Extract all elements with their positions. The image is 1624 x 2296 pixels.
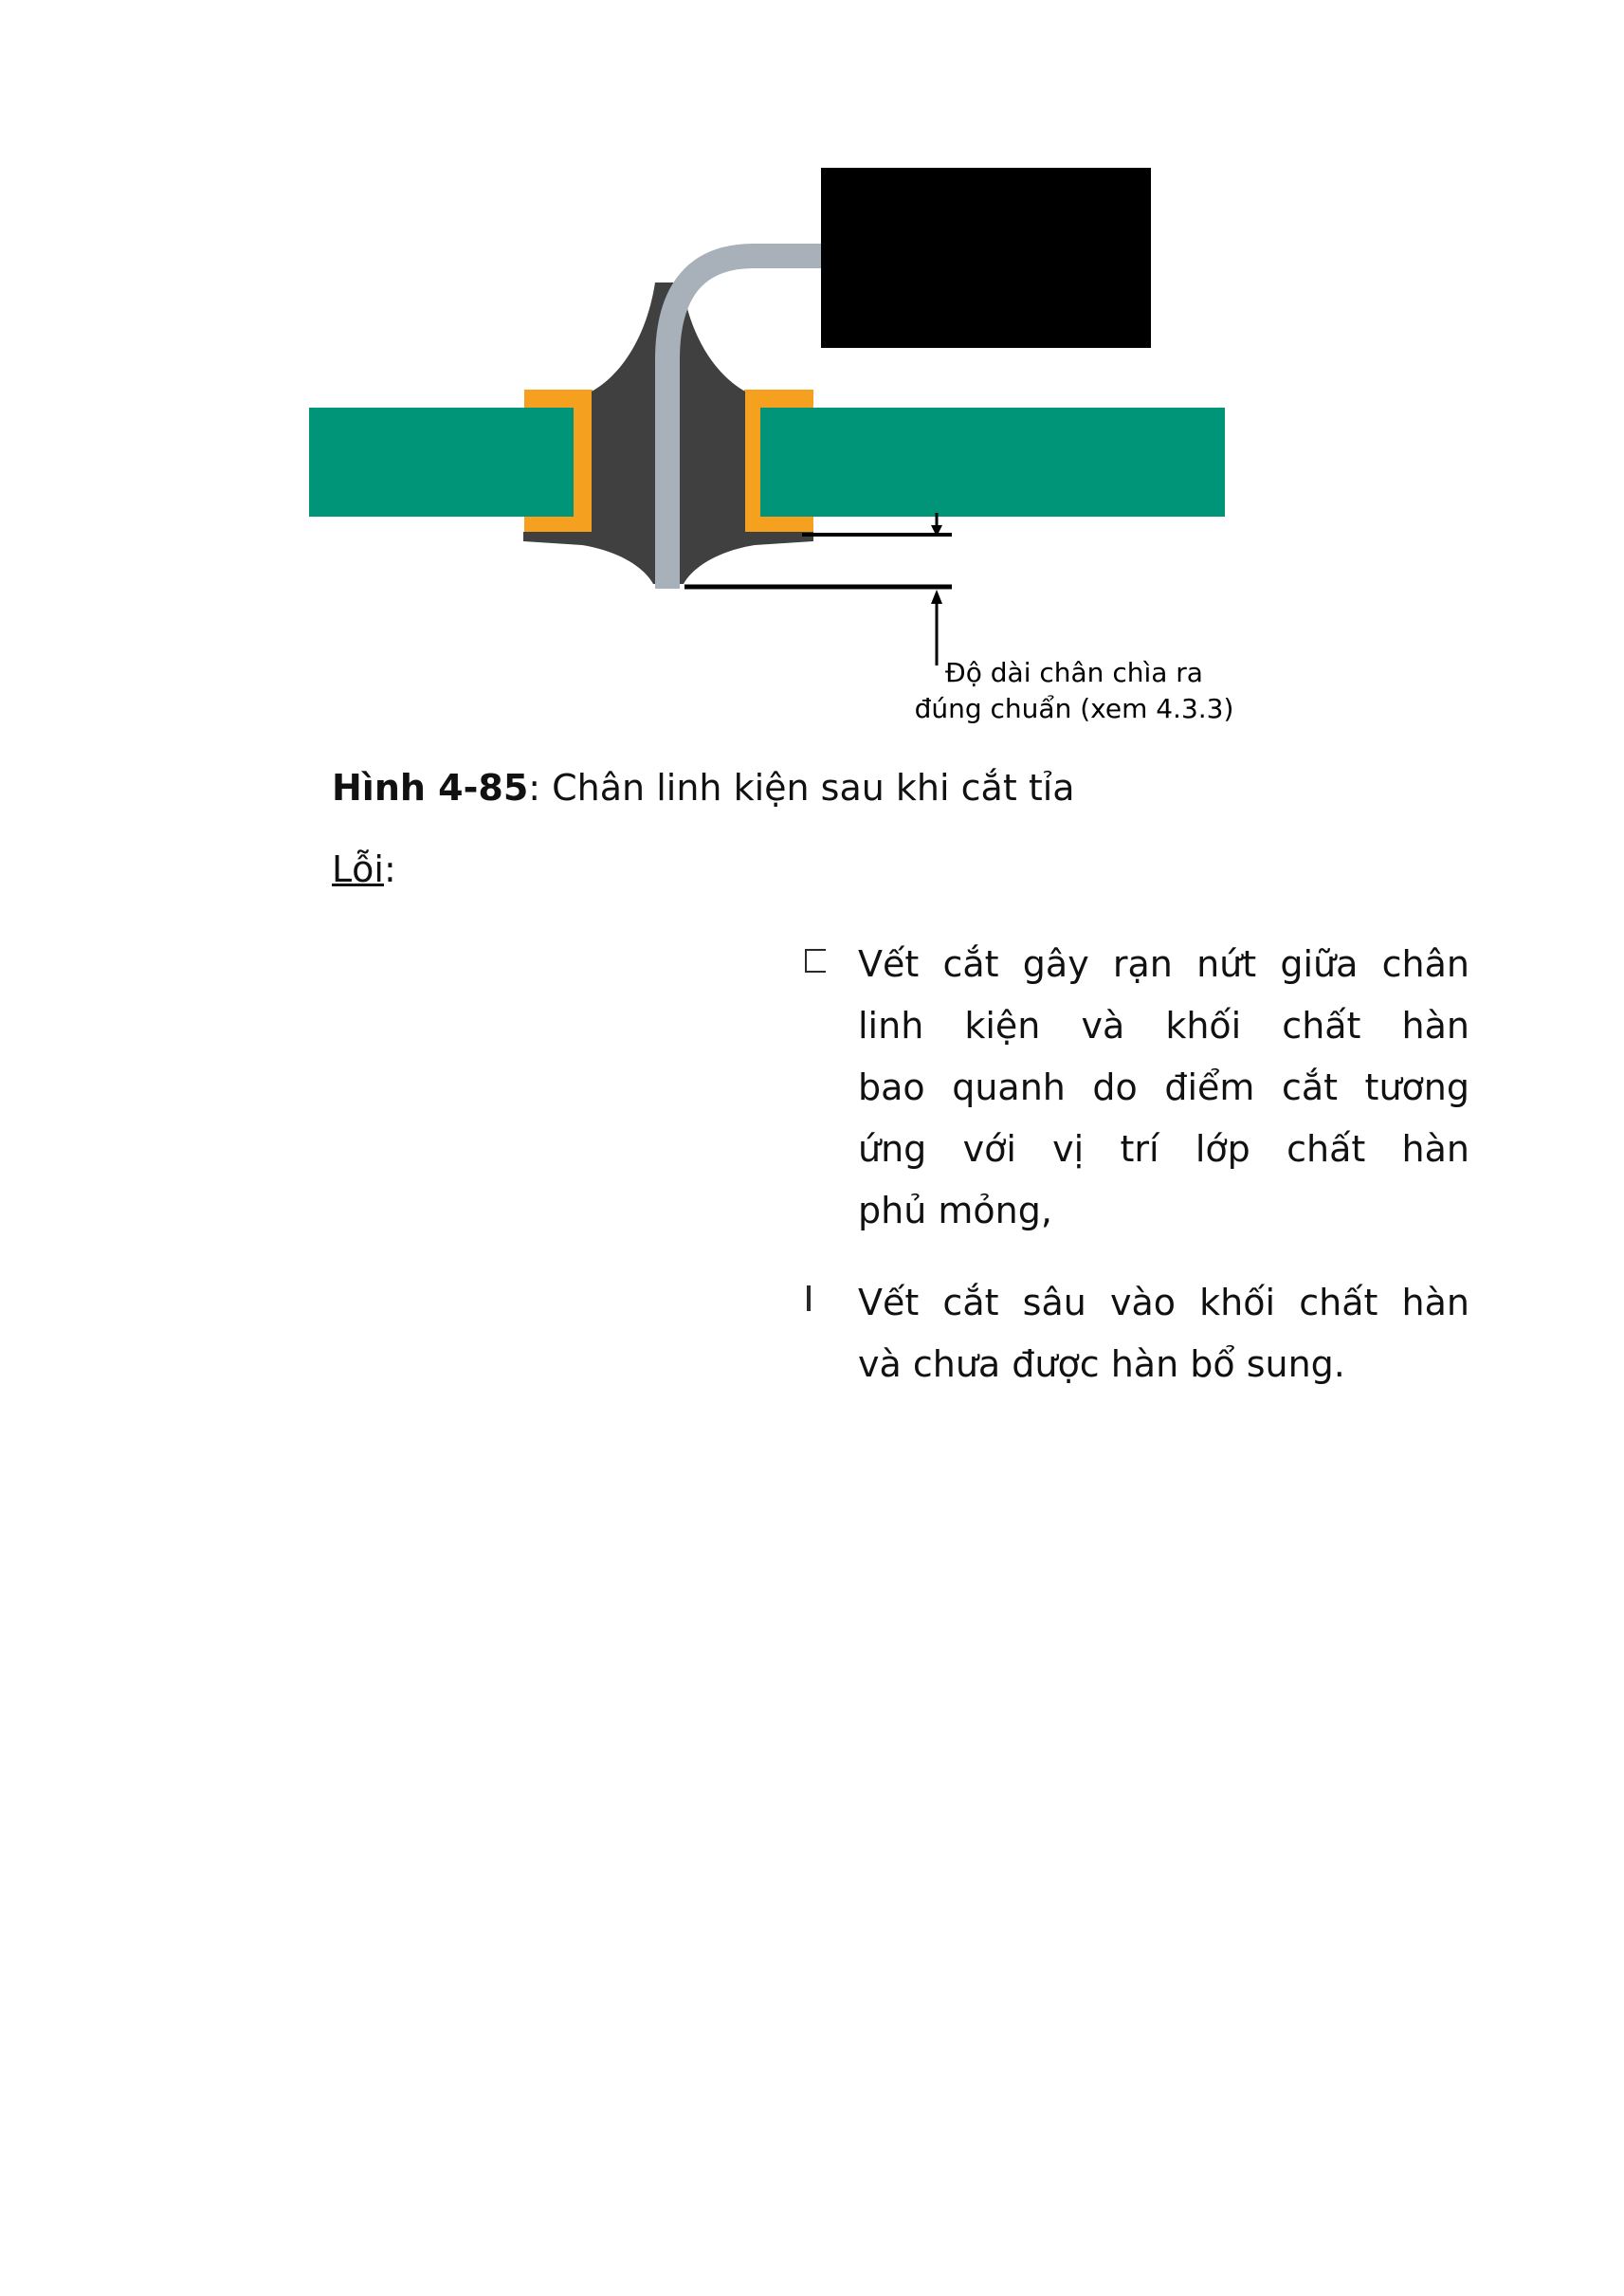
arrow-up-icon xyxy=(931,590,942,604)
bar-bullet-icon xyxy=(807,1285,811,1311)
figure-diagram xyxy=(0,0,1624,749)
error-item-1-line: phủ mỏng, xyxy=(858,1190,1052,1231)
component-body xyxy=(821,168,1151,348)
error-item-1-line: linh kiện và khối chất hàn xyxy=(858,1005,1469,1047)
error-item-1-line: bao quanh do điểm cắt tương xyxy=(858,1066,1469,1108)
error-item-1-line: ứng với vị trí lớp chất hàn xyxy=(858,1128,1469,1170)
open-square-bullet-icon xyxy=(805,949,826,973)
pcb-board-right xyxy=(760,408,1225,517)
pcb-board-left xyxy=(309,408,574,517)
errors-heading-word: Lỗi xyxy=(332,848,384,890)
error-item-2-line: và chưa được hàn bổ sung. xyxy=(858,1343,1345,1385)
errors-heading xyxy=(332,845,396,894)
error-item-2-line: Vết cắt sâu vào khối chất hàn xyxy=(858,1282,1469,1323)
error-item-2 xyxy=(858,1272,1469,1395)
dimension-annotation xyxy=(901,655,1248,727)
figure-caption-text: : Chân linh kiện sau khi cắt tỉa xyxy=(528,767,1075,809)
annotation-line-2: đúng chuẩn (xem 4.3.3) xyxy=(914,693,1234,724)
error-item-1 xyxy=(858,934,1469,1242)
figure-caption xyxy=(332,763,1075,812)
error-item-1-line: Vết cắt gây rạn nứt giữa chân xyxy=(858,943,1469,985)
errors-heading-colon: : xyxy=(383,848,396,890)
annotation-line-1: Độ dài chân chìa ra xyxy=(945,657,1203,688)
figure-caption-label: Hình 4-85 xyxy=(332,767,529,809)
